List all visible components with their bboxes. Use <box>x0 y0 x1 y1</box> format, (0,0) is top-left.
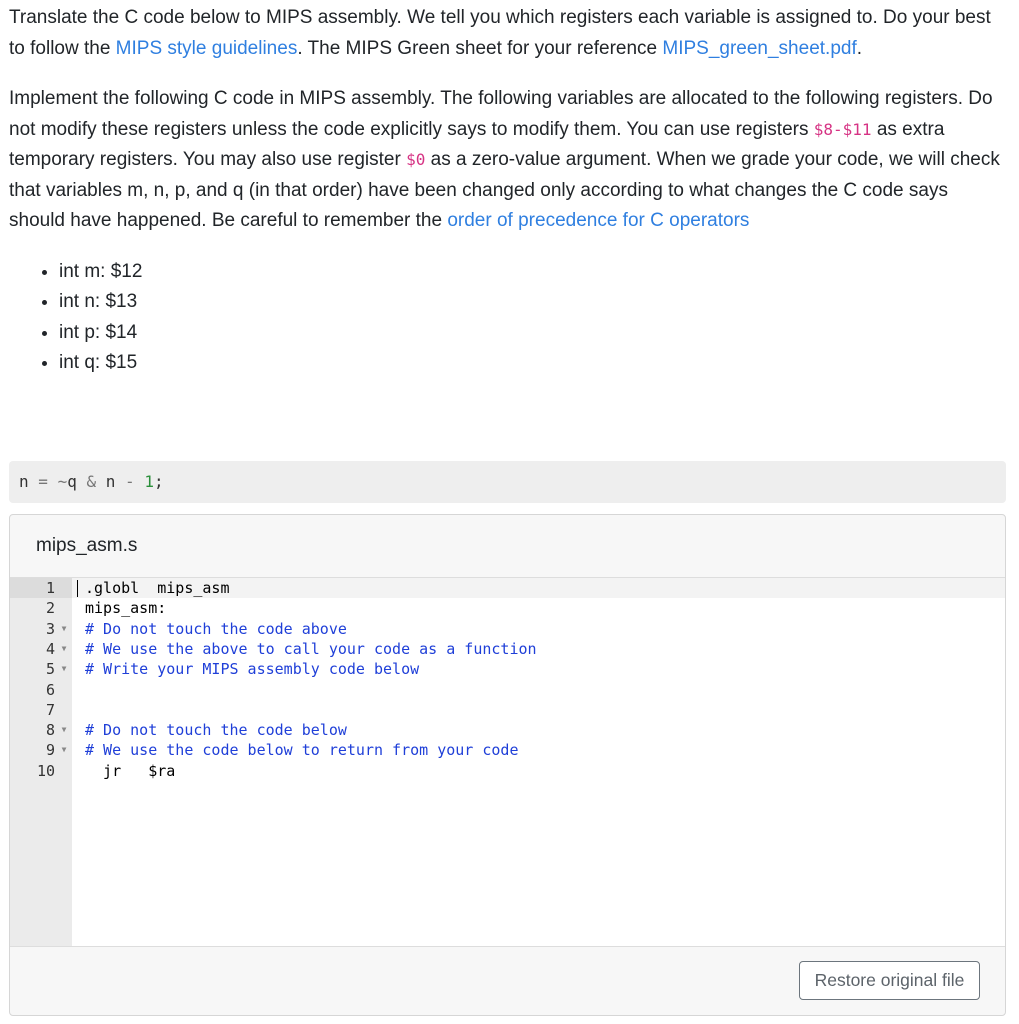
variable-item-m: • int m: $12 <box>59 257 1009 288</box>
restore-original-file-button[interactable]: Restore original file <box>799 961 980 1000</box>
line-number: 8 <box>45 721 55 740</box>
line-number: 1 <box>10 578 72 598</box>
editor-line[interactable] <box>10 578 1005 598</box>
fold-arrow-icon[interactable]: ▼ <box>61 623 67 633</box>
editor-filename: mips_asm.s <box>36 535 138 556</box>
line-number: 2 <box>45 599 55 618</box>
snippet-n: n <box>105 472 116 491</box>
line-code <box>72 700 1005 720</box>
instructions-text-2: as extra temporary registers. You may also use register <box>9 118 945 170</box>
line-number: 3 <box>45 619 55 638</box>
line-code: jr $ra <box>85 761 176 780</box>
zero-register-code: $0 <box>406 150 426 169</box>
c-code-snippet <box>9 461 1006 503</box>
variable-item-p: • int p: $14 <box>59 318 1009 349</box>
snippet-q: q <box>67 472 77 491</box>
variable-item-n: • int n: $13 <box>59 287 1009 318</box>
instructions-paragraph <box>9 84 1009 237</box>
fold-arrow-icon[interactable]: ▼ <box>61 745 67 755</box>
snippet-one: 1 <box>144 472 154 491</box>
line-code: # We use the code below to return from your code <box>85 741 519 760</box>
editor-line[interactable] <box>10 619 1005 639</box>
instructions-text-3: as a zero-value argument. When we grade your code, we will check that variables m, n, p, and q (in that order) have been changed only according to what changes the C code says should have happened. Be careful to remember the <box>9 149 1000 231</box>
line-number: 7 <box>45 700 55 719</box>
editor-line[interactable] <box>10 740 1005 760</box>
line-number: 9 <box>45 741 55 760</box>
file-editor-card <box>9 514 1006 1016</box>
snippet-and: & <box>86 472 97 491</box>
fold-arrow-icon[interactable]: ▼ <box>61 664 67 674</box>
snippet-minus: - <box>125 472 135 491</box>
editor-line[interactable] <box>10 659 1005 679</box>
editor-line[interactable] <box>10 761 1005 781</box>
line-code <box>72 680 1005 700</box>
line-code: # Write your MIPS assembly code below <box>85 660 420 679</box>
intro-paragraph <box>9 3 1009 64</box>
snippet-semicolon: ; <box>153 472 164 491</box>
mips-style-guidelines-link[interactable]: MIPS style guidelines <box>115 37 298 59</box>
editor-line[interactable] <box>10 680 1005 700</box>
editor-line[interactable] <box>10 598 1005 618</box>
line-code: .globl mips_asm <box>72 578 1005 598</box>
mips-green-sheet-link[interactable]: MIPS_green_sheet.pdf <box>662 37 857 59</box>
line-code: # We use the above to call your code as a function <box>85 639 537 658</box>
line-code: # Do not touch the code above <box>85 619 347 638</box>
precedence-link[interactable]: order of precedence for C operators <box>447 210 750 231</box>
line-number: 4 <box>45 639 55 658</box>
snippet-lhs: n <box>19 472 29 491</box>
intro-text-1: Translate the C code below to MIPS assembly. We tell you which registers each variable is assigned to. Do your best to follow the <box>9 7 991 59</box>
line-code: mips_asm: <box>85 599 167 618</box>
intro-text-2: . The MIPS Green sheet for your reference <box>297 37 663 59</box>
editor-line[interactable] <box>10 639 1005 659</box>
intro-text-3: . <box>856 37 863 59</box>
fold-arrow-icon[interactable]: ▼ <box>61 725 67 735</box>
snippet-assign: = <box>38 472 48 491</box>
question-body <box>9 3 1009 379</box>
editor-line[interactable] <box>10 700 1005 720</box>
fold-arrow-icon[interactable]: ▼ <box>61 643 67 653</box>
line-number: 10 <box>36 761 55 780</box>
snippet-tilde: ~ <box>57 472 68 491</box>
instructions-text-1: Implement the following C code in MIPS assembly. The following variables are allocated to the following registers. Do not modify these registers unless the code explicitly says to modify them. You can use registers <box>9 88 993 140</box>
variable-item-q: • int q: $15 <box>59 348 1009 379</box>
editor-line[interactable] <box>10 720 1005 740</box>
line-number: 5 <box>45 660 55 679</box>
line-code: # Do not touch the code below <box>85 721 347 740</box>
line-number: 6 <box>45 680 55 699</box>
variable-register-list <box>9 257 1009 379</box>
text-cursor <box>77 580 78 597</box>
temp-registers-code: $8-$11 <box>813 119 872 139</box>
code-editor[interactable] <box>10 577 1005 947</box>
